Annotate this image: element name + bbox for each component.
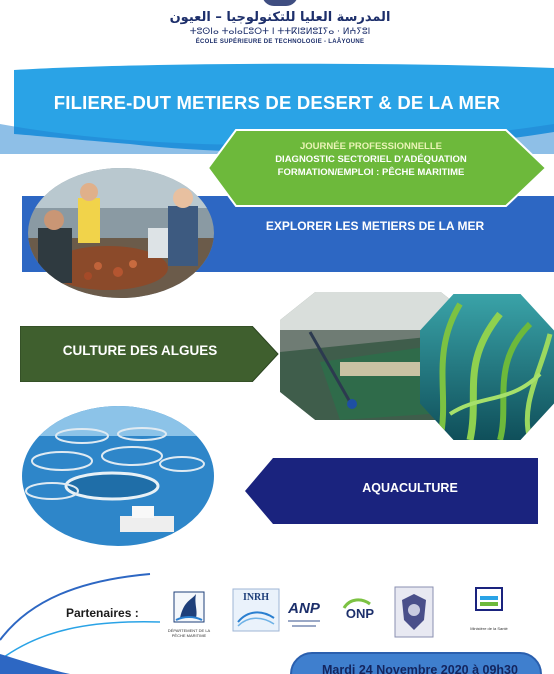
page-title: FILIERE-DUT METIERS DE DESERT & DE LA MER	[53, 92, 501, 113]
emblem-logo	[394, 586, 434, 638]
onp-logo	[340, 596, 380, 636]
onp-text: ONP	[345, 606, 375, 621]
event-topic-line2: FORMATION/EMPLOI : PÊCHE MARITIME	[277, 167, 465, 178]
algues-label: CULTURE DES ALGUES	[62, 343, 218, 358]
fishermen-photo	[28, 168, 214, 298]
school-header	[150, 0, 410, 55]
peche-maritime-caption: DÉPARTEMENT DE LA PÊCHE MARITIME	[167, 628, 211, 638]
school-name-french: ÉCOLE SUPÉRIEURE DE TECHNOLOGIE - LAÂYOUNE	[195, 39, 365, 45]
seaweed-photo	[420, 294, 554, 440]
ministere-sante-logo	[466, 586, 512, 638]
anp-text: ANP	[288, 600, 320, 617]
aquaculture-label: AQUACULTURE	[362, 481, 458, 495]
peche-maritime-logo	[166, 590, 212, 640]
anp-logo	[284, 600, 324, 636]
event-date: Mardi 24 Novembre 2020 à 09h30	[322, 663, 518, 674]
school-name-tifinagh: ⵜⵓⵙⵏⴰ ⵜⴰⵏⴰⵎⵓⵔⵜ ⵏ ⵜⵜⴽⵏⵓⵍⵓⵊⵢⴰ · ⵍⵄⵢⵓⵏ	[189, 27, 371, 37]
partners-label: Partenaires :	[66, 606, 139, 620]
event-type: JOURNÉE PROFESSIONNELLE	[300, 141, 442, 152]
inrh-logo	[232, 588, 280, 640]
explore-heading: EXPLORER LES METIERS DE LA MER	[265, 219, 485, 233]
ministere-sante-caption: Ministère de la Santé	[470, 626, 508, 631]
event-topic-line1: DIAGNOSTIC SECTORIEL D’ADÉQUATION	[275, 154, 467, 165]
school-name-arabic: المدرسة العليا للتكنولوجيا – العيون	[169, 10, 391, 25]
inrh-text: INRH	[242, 592, 270, 603]
fish-farm-photo	[22, 406, 214, 546]
event-description	[236, 140, 506, 179]
crest-icon	[262, 0, 298, 6]
